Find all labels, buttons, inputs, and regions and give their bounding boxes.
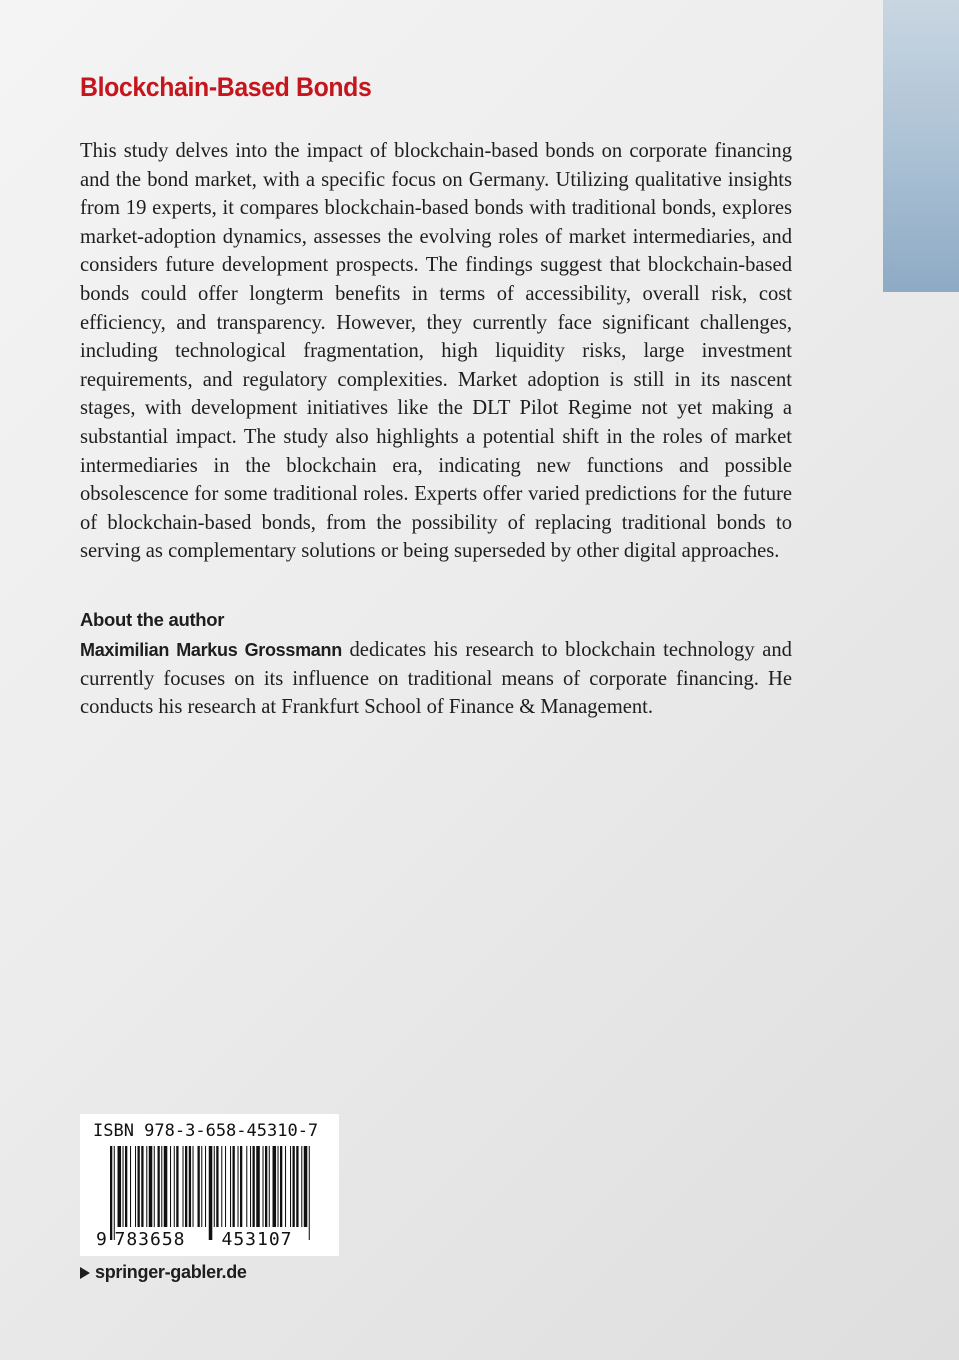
barcode-bar bbox=[246, 1146, 247, 1227]
barcode-bar bbox=[285, 1146, 286, 1227]
barcode-bar bbox=[225, 1146, 226, 1227]
barcode-bar bbox=[280, 1146, 282, 1227]
barcode-bar bbox=[205, 1146, 206, 1227]
barcode-bar bbox=[201, 1146, 202, 1227]
barcode-bar bbox=[209, 1146, 213, 1240]
barcode-bar bbox=[110, 1146, 112, 1240]
barcode-digit-lead: 9 bbox=[96, 1229, 107, 1250]
barcode-bar bbox=[123, 1146, 124, 1227]
book-title: Blockchain-Based Bonds bbox=[80, 72, 372, 102]
barcode-bar bbox=[296, 1146, 298, 1227]
barcode-digits-left: 783658 bbox=[114, 1229, 186, 1250]
barcode-bar bbox=[301, 1146, 302, 1227]
author-name: Maximilian Markus Grossmann bbox=[80, 640, 342, 660]
barcode-bar bbox=[304, 1146, 308, 1227]
barcode-bar bbox=[290, 1146, 291, 1227]
barcode-bar bbox=[183, 1146, 184, 1227]
isbn-barcode bbox=[80, 1114, 339, 1256]
barcode-bar bbox=[149, 1146, 153, 1227]
barcode-bar bbox=[230, 1146, 231, 1227]
barcode-bar bbox=[256, 1146, 260, 1227]
barcode-bar bbox=[174, 1146, 175, 1227]
barcode-bar bbox=[263, 1146, 264, 1227]
author-bio bbox=[80, 636, 792, 722]
barcode-bar bbox=[269, 1146, 270, 1227]
side-color-tab bbox=[883, 0, 959, 292]
barcode-bar bbox=[198, 1146, 200, 1227]
barcode-bar bbox=[114, 1146, 115, 1240]
barcode-bar bbox=[193, 1146, 194, 1227]
publisher-website-link[interactable] bbox=[80, 1262, 247, 1283]
barcode-bar bbox=[233, 1146, 235, 1227]
barcode-bar bbox=[309, 1146, 310, 1240]
isbn-label: ISBN 978-3-658-45310-7 bbox=[93, 1121, 319, 1141]
barcode-bar bbox=[154, 1146, 155, 1227]
author-bio-text: dedicates his research to blockchain technology and currently focuses on its influence on traditional means of corporate financing. He conducts his research at Frankfurt School of Finance & Management. bbox=[80, 639, 792, 719]
barcode-bar bbox=[250, 1146, 251, 1227]
barcode-bar bbox=[253, 1146, 255, 1227]
barcode-bar bbox=[125, 1146, 127, 1227]
barcode-bar bbox=[238, 1146, 239, 1227]
barcode-bar bbox=[164, 1146, 168, 1227]
barcode-graphic bbox=[80, 1114, 339, 1256]
barcode-bar bbox=[278, 1146, 279, 1227]
barcode-bar bbox=[189, 1146, 191, 1227]
barcode-bar bbox=[158, 1146, 160, 1227]
barcode-bar bbox=[170, 1146, 171, 1227]
barcode-bar bbox=[138, 1146, 140, 1227]
abstract-text: This study delves into the impact of blockchain-based bonds on corporate financing and the bond market, with a specific focus on Germany. Utilizing qualitative insights from 19 experts, it compares blockchain-based bonds with traditional bonds, explores market-adoption dynamics, assesses the evolving roles of market intermediaries, and considers future development prospects. The findings suggest that blockchain-based bonds could offer longterm benefits in terms of accessibility, overall risk, cost efficiency, and transparency. However, they currently face significant challenges, including technological fragmentation, high liquidity risks, large investment requirements, and regulatory complexities. Market adoption is still in its nascent stages, with development initiatives like the DLT Pilot Regime not yet making a substantial impact. The study also highlights a potential shift in the roles of market intermediaries in the blockchain era, indicating new functions and possible obsolescence for some traditional roles. Experts offer varied predictions for the future of blockchain-based bonds, from the possibility of replacing traditional bonds to serving as complementary solutions or being superseded by other digital approaches. bbox=[80, 140, 792, 563]
about-author-heading: About the author bbox=[80, 609, 225, 630]
barcode-bar bbox=[176, 1146, 178, 1227]
arrow-right-icon bbox=[80, 1267, 90, 1279]
barcode-bar bbox=[185, 1146, 187, 1227]
barcode-digits-right: 453107 bbox=[221, 1229, 293, 1250]
barcode-bar bbox=[161, 1146, 162, 1227]
barcode-bar bbox=[146, 1146, 147, 1227]
publisher-website-text: springer-gabler.de bbox=[95, 1262, 247, 1282]
barcode-bar bbox=[273, 1146, 277, 1227]
barcode-bar bbox=[141, 1146, 143, 1227]
barcode-bar bbox=[118, 1146, 122, 1227]
barcode-bar bbox=[293, 1146, 295, 1227]
barcode-bar bbox=[130, 1146, 131, 1227]
barcode-bar bbox=[214, 1146, 215, 1227]
barcode-bar bbox=[135, 1146, 136, 1227]
barcode-bar bbox=[265, 1146, 267, 1227]
barcode-bar bbox=[221, 1146, 222, 1227]
barcode-bar bbox=[216, 1146, 218, 1227]
barcode-bar bbox=[240, 1146, 242, 1227]
